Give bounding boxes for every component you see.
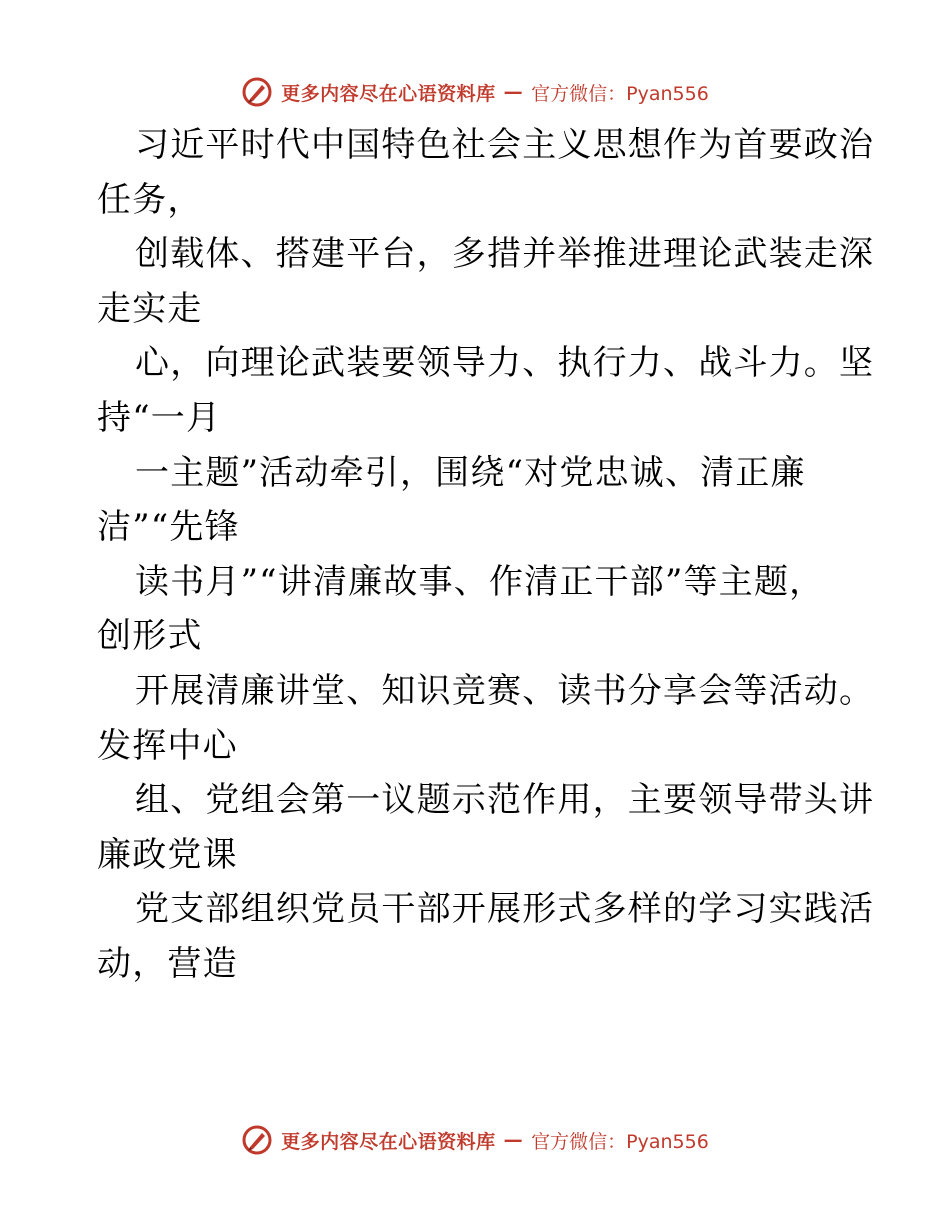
text-line: 组、党组会第一议题示范作用，主要领导带头讲 <box>135 780 875 821</box>
footer-banner <box>0 1120 950 1160</box>
text-line: 洁”“先锋 <box>97 507 240 548</box>
text-line: 创载体、搭建平台，多措并举推进理论武装走深 <box>135 234 875 275</box>
body-text <box>97 118 875 992</box>
text-line: 习近平时代中国特色社会主义思想作为首要政治 <box>135 125 875 165</box>
pen-logo-icon <box>241 1124 273 1156</box>
header-banner-text: 更多内容尽在心语资料库 <box>281 82 496 105</box>
text-line: 一主题”活动牵引，围绕“对党忠诚、清正廉 <box>135 452 806 493</box>
text-line: 开展清廉讲堂、知识竞赛、读书分享会等活动。 <box>135 670 875 711</box>
text-line: 创形式 <box>97 616 203 657</box>
text-line: 任务， <box>97 179 203 220</box>
pen-logo-icon <box>241 76 273 108</box>
footer-banner-sub: 官方微信：Pyan556 <box>531 1130 709 1153</box>
text-line: 持“一月 <box>97 397 222 438</box>
text-line: 心，向理论武装要领导力、执行力、战斗力。坚 <box>135 343 875 384</box>
text-line: 廉政党课 <box>97 834 238 875</box>
header-banner-dash: — <box>503 81 524 103</box>
footer-banner-text: 更多内容尽在心语资料库 <box>281 1130 496 1153</box>
text-line: 动，营造 <box>97 943 238 984</box>
text-line: 读书月”“讲清廉故事、作清正干部”等主题， <box>135 561 825 602</box>
text-line: 党支部组织党员干部开展形式多样的学习实践活 <box>135 889 875 930</box>
header-banner <box>0 72 950 112</box>
header-banner-sub: 官方微信：Pyan556 <box>531 82 709 105</box>
footer-banner-dash: — <box>503 1129 524 1151</box>
text-line: 发挥中心 <box>97 725 238 766</box>
text-line: 走实走 <box>97 288 203 329</box>
